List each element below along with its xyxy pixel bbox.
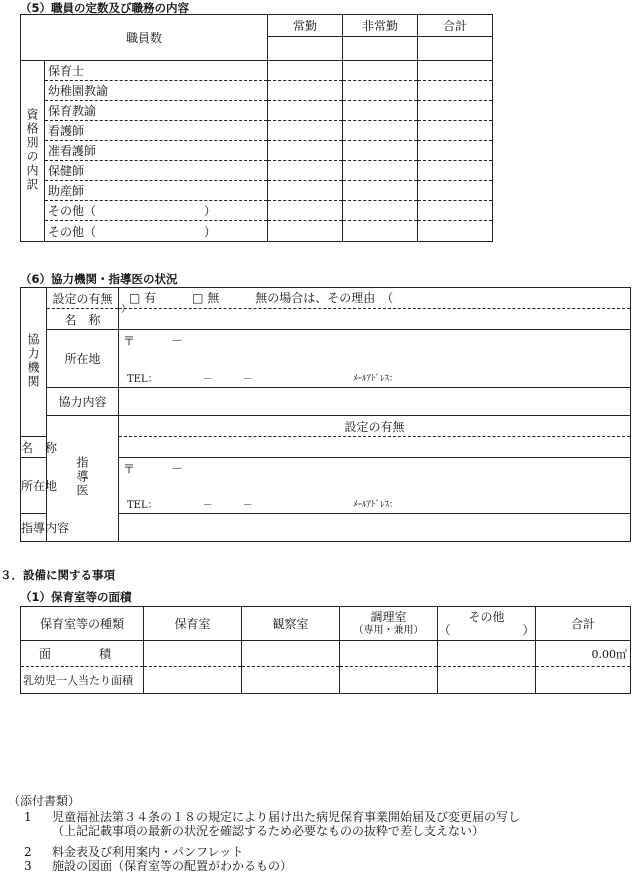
attachment-item xyxy=(44,824,520,838)
attachment-text: 施設の図面（保育室等の配置がわかるもの） xyxy=(52,859,293,873)
type-header: 保育室等の種類 xyxy=(21,607,144,641)
kitchen-label: 調理室 xyxy=(370,609,407,624)
input-cell[interactable] xyxy=(418,61,493,81)
fulltime-header: 常勤 xyxy=(268,15,343,37)
total-total-cell[interactable] xyxy=(418,37,493,61)
set-close: ） xyxy=(121,304,131,315)
attachments-title: （添付書類） xyxy=(8,794,81,808)
total-header: 合計 xyxy=(536,607,631,641)
staff-table xyxy=(20,14,493,242)
doctor-block-label: 指導医 xyxy=(47,416,119,542)
input-cell[interactable] xyxy=(144,667,242,694)
mail-label: ﾒｰﾙｱﾄﾞﾚｽ： xyxy=(353,500,399,510)
cooperation-block-label: 協力機関 xyxy=(21,288,47,437)
parttime-total-cell[interactable] xyxy=(343,37,418,61)
input-cell[interactable] xyxy=(343,201,418,221)
section3-heading: ３．設備に関する事項 xyxy=(0,568,115,582)
input-cell[interactable] xyxy=(268,161,343,181)
input-cell[interactable] xyxy=(438,641,536,667)
input-cell[interactable] xyxy=(144,641,242,667)
other-label: その他 xyxy=(468,609,505,624)
section6-heading: （6）協力機関・指導医の状況 xyxy=(20,272,178,286)
attachment-num xyxy=(44,824,52,838)
staff-count-header: 職員数 xyxy=(21,15,268,61)
set-label: 設定の有無 xyxy=(119,416,631,437)
name-label: 名 称 xyxy=(47,309,119,330)
input-cell[interactable] xyxy=(242,667,340,694)
row-label: その他（ ） xyxy=(45,201,268,221)
input-cell[interactable] xyxy=(418,161,493,181)
addr-input[interactable] xyxy=(119,458,631,514)
input-cell[interactable] xyxy=(268,61,343,81)
input-cell[interactable] xyxy=(418,201,493,221)
content-input[interactable] xyxy=(119,514,631,542)
attachment-text: 料金表及び利用案内・パンフレット xyxy=(52,845,244,859)
qualification-group-label: 資格別の内訳 xyxy=(21,61,45,242)
area-table xyxy=(20,606,631,694)
input-cell[interactable] xyxy=(268,81,343,101)
area-label: 面 積 xyxy=(21,641,144,667)
input-cell[interactable] xyxy=(343,221,418,242)
input-cell[interactable] xyxy=(242,641,340,667)
content-input[interactable] xyxy=(119,388,631,416)
attachment-text: （上記記載事項の最新の状況を確認するため必要なものの抜粋で差し支えない） xyxy=(52,824,485,838)
postal-label: 〒 － xyxy=(123,462,184,476)
input-cell[interactable] xyxy=(418,121,493,141)
input-cell[interactable] xyxy=(343,121,418,141)
row-label: 看護師 xyxy=(45,121,268,141)
tel-label: TEL： － － xyxy=(127,374,253,385)
input-cell[interactable] xyxy=(343,101,418,121)
attachment-item xyxy=(24,845,520,859)
tel-label: TEL： － － xyxy=(127,500,253,511)
kitchen-sub: （専用・兼用） xyxy=(353,624,424,636)
parttime-header: 非常勤 xyxy=(343,15,418,37)
input-cell[interactable] xyxy=(418,81,493,101)
mail-label: ﾒｰﾙｱﾄﾞﾚｽ： xyxy=(353,374,399,384)
room-header: 保育室 xyxy=(144,607,242,641)
section3-subheading: （1）保育室等の面積 xyxy=(20,590,132,604)
input-cell[interactable] xyxy=(418,141,493,161)
input-cell[interactable] xyxy=(340,641,438,667)
postal-label: 〒 － xyxy=(123,334,184,348)
input-cell[interactable] xyxy=(536,667,631,694)
input-cell[interactable] xyxy=(343,161,418,181)
cooperation-table xyxy=(20,287,631,542)
fulltime-total-cell[interactable] xyxy=(268,37,343,61)
set-value: □ 有 □ 無 無の場合は、その理由 （ xyxy=(129,291,394,305)
input-cell[interactable] xyxy=(340,667,438,694)
kitchen-header xyxy=(340,607,438,641)
per-child-label: 乳幼児一人当たり面積 xyxy=(21,667,144,694)
row-label: 保健師 xyxy=(45,161,268,181)
input-cell[interactable] xyxy=(418,101,493,121)
input-cell[interactable] xyxy=(343,141,418,161)
name-input[interactable] xyxy=(119,437,631,458)
observe-header: 観察室 xyxy=(242,607,340,641)
input-cell[interactable] xyxy=(418,181,493,201)
row-label: 幼稚園教諭 xyxy=(45,81,268,101)
attachment-num: 2 xyxy=(24,845,32,859)
name-label: 名 称 xyxy=(21,437,47,458)
input-cell[interactable] xyxy=(268,201,343,221)
input-cell[interactable] xyxy=(268,121,343,141)
input-cell[interactable] xyxy=(343,181,418,201)
input-cell[interactable] xyxy=(343,61,418,81)
section5-heading: （5）職員の定数及び職務の内容 xyxy=(20,1,189,15)
attachments-list xyxy=(24,810,520,873)
name-input[interactable] xyxy=(119,309,631,330)
set-label: 設定の有無 xyxy=(47,288,119,309)
attachment-text: 児童福祉法第３４条の１８の規定により届け出た病児保育事業開始届及び変更届の写し xyxy=(52,810,521,824)
input-cell[interactable] xyxy=(418,221,493,242)
other-header xyxy=(438,607,536,641)
addr-label: 所在地 xyxy=(21,458,47,514)
row-label: 保育士 xyxy=(45,61,268,81)
attachment-num: 3 xyxy=(24,859,32,873)
attachment-item xyxy=(24,859,520,873)
input-cell[interactable] xyxy=(268,141,343,161)
attachment-item xyxy=(24,810,520,824)
addr-input[interactable] xyxy=(119,330,631,388)
addr-label: 所在地 xyxy=(47,330,119,388)
attachment-num: 1 xyxy=(24,810,32,824)
set-value-cell[interactable] xyxy=(119,288,631,315)
row-label: その他（ ） xyxy=(45,221,268,242)
total-header: 合計 xyxy=(418,15,493,37)
input-cell[interactable] xyxy=(438,667,536,694)
row-label: 准看護師 xyxy=(45,141,268,161)
input-cell[interactable] xyxy=(268,101,343,121)
content-label: 協力内容 xyxy=(47,388,119,416)
content-label: 指導内容 xyxy=(21,514,47,542)
input-cell[interactable] xyxy=(268,181,343,201)
area-total: 0.00㎡ xyxy=(536,641,631,667)
input-cell[interactable] xyxy=(268,221,343,242)
other-sub: （ ） xyxy=(438,622,535,637)
row-label: 保育教諭 xyxy=(45,101,268,121)
row-label: 助産師 xyxy=(45,181,268,201)
input-cell[interactable] xyxy=(343,81,418,101)
